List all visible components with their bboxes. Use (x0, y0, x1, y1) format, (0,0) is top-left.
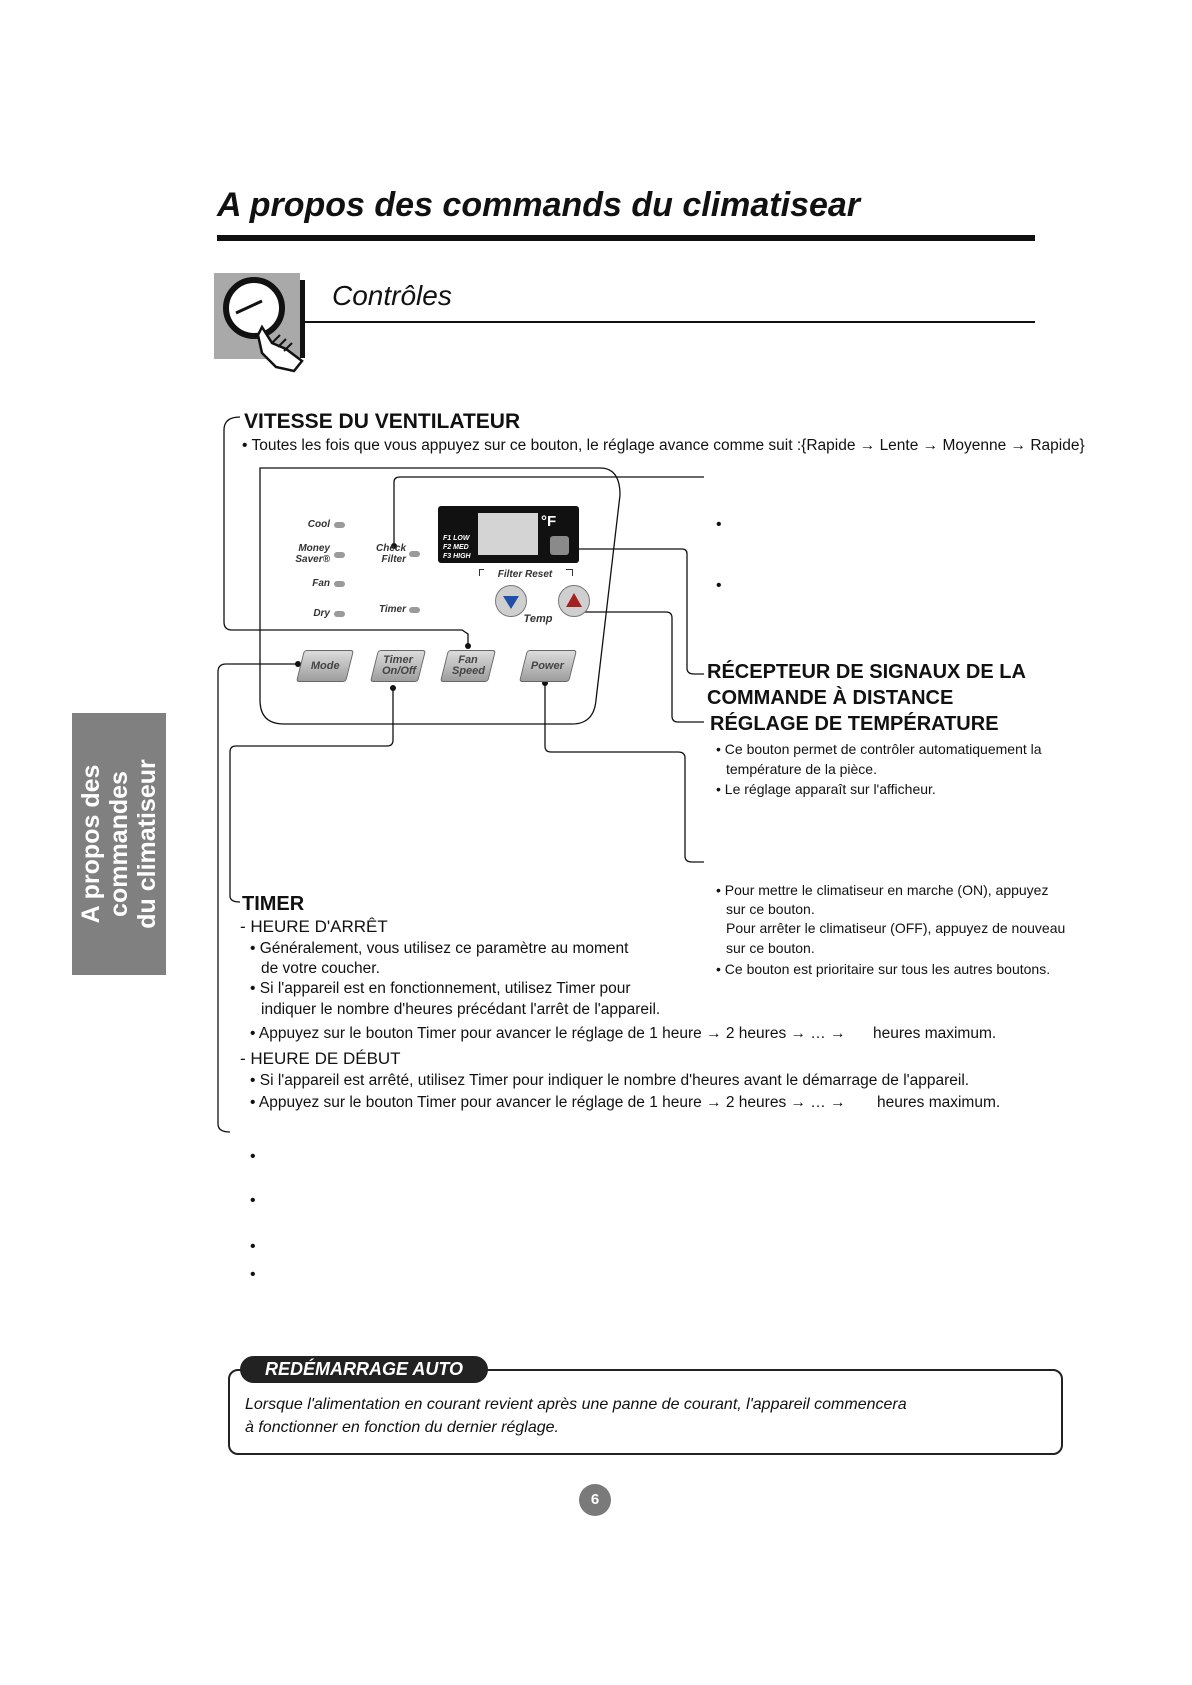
fan-level-med: F2 MED (443, 544, 469, 551)
auto-restart-line-1: Lorsque l'alimentation en courant revient après une panne de courant, l'appareil commencera (245, 1396, 907, 1413)
display-screen (478, 513, 538, 555)
label-check-filter: Check Filter (375, 543, 406, 565)
auto-restart-text (245, 1393, 907, 1439)
mode-bullet-4: • (250, 1266, 256, 1283)
check-filter-bullet-2: • (716, 577, 722, 594)
led-timer (409, 607, 420, 613)
timer-start-line-2: • Appuyez sur le bouton Timer pour avancer le réglage de 1 heure → 2 heures → … → (250, 1094, 846, 1111)
fan-speed-text: • Toutes les fois que vous appuyez sur ce bouton, le réglage avance comme suit :{Rapide → Lente → Moyenne → Rapide} (242, 437, 1085, 454)
power-button[interactable] (519, 650, 577, 682)
mode-bullet-2: • (250, 1192, 256, 1209)
timer-stop-line-3: • Si l'appareil est en fonctionnement, utilisez Timer pour (250, 980, 631, 997)
timer-on-off-button[interactable] (370, 650, 426, 682)
page-title: A propos des commands du climatisear (217, 186, 861, 224)
remote-heading-line1: RÉCEPTEUR DE SIGNAUX DE LA (707, 661, 1026, 683)
led-fan (334, 581, 345, 587)
mode-bullet-3: • (250, 1238, 256, 1255)
side-tab-line2: du climatiseur (133, 759, 161, 929)
display-panel (438, 506, 579, 563)
temperature-heading: RÉGLAGE DE TEMPÉRATURE (710, 713, 999, 735)
label-temp: Temp (523, 613, 553, 625)
temp-up-button[interactable] (558, 585, 590, 617)
section-title: Contrôles (332, 280, 452, 311)
display-unit: °F (541, 513, 557, 530)
timer-stop-line-2: de votre coucher. (261, 960, 380, 977)
auto-restart-label: REDÉMARRAGE AUTO (240, 1356, 488, 1383)
mode-button-label: Mode (310, 659, 340, 672)
power-button-label: Power (531, 659, 565, 672)
power-line-2: sur ce bouton. (726, 901, 815, 917)
power-line-4: sur ce bouton. (726, 940, 815, 956)
timer-stop-heading: - HEURE D'ARRÊT (240, 917, 388, 936)
temperature-line-3: • Le réglage apparaît sur l'afficheur. (716, 781, 936, 797)
power-line-3: Pour arrêter le climatiseur (OFF), appuyez de nouveau (726, 920, 1066, 936)
temperature-line-2: température de la pièce. (726, 761, 877, 777)
label-timer-indicator: Timer (378, 604, 406, 615)
check-filter-bullet-1: • (716, 516, 722, 533)
label-filter-reset: Filter Reset (484, 569, 566, 580)
temp-down-button[interactable] (495, 585, 527, 617)
remote-heading-line2: COMMANDE À DISTANCE (707, 687, 954, 709)
label-dry: Dry (313, 608, 330, 619)
side-tab-line1: A propos des commandes (77, 764, 133, 924)
led-cool (334, 522, 345, 528)
label-fan: Fan (312, 578, 330, 589)
mode-bullet-1: • (250, 1148, 256, 1165)
auto-restart-line-2: à fonctionner en fonction du dernier réglage. (245, 1419, 559, 1436)
label-cool: Cool (307, 519, 330, 530)
temperature-line-1: • Ce bouton permet de contrôler automatiquement la (716, 741, 1042, 757)
timer-stop-line-6: heures maximum. (873, 1025, 997, 1042)
timer-heading: TIMER (242, 893, 305, 915)
led-money-saver (334, 552, 345, 558)
remote-receiver-window (550, 536, 569, 555)
fan-level-high: F3 HIGH (443, 553, 471, 560)
timer-stop-line-1: • Généralement, vous utilisez ce paramètre au moment (250, 940, 629, 957)
label-money-saver: Money Saver® (295, 543, 330, 565)
fan-speed-button[interactable] (440, 650, 496, 682)
timer-start-heading: - HEURE DE DÉBUT (240, 1049, 401, 1068)
arrow-down-icon (496, 586, 526, 616)
fan-level-low: F1 LOW (443, 535, 470, 542)
timer-start-line-1: • Si l'appareil est arrêté, utilisez Timer pour indiquer le nombre d'heures avant le démarrage de l'appareil. (250, 1072, 970, 1089)
timer-stop-line-5: • Appuyez sur le bouton Timer pour avancer le réglage de 1 heure → 2 heures → … → (250, 1025, 846, 1042)
power-line-1: • Pour mettre le climatiseur en marche (ON), appuyez (716, 882, 1049, 898)
page-number: 6 (579, 1484, 611, 1516)
fan-speed-heading: VITESSE DU VENTILATEUR (244, 410, 521, 433)
timer-button-label: Timer On/Off (382, 654, 417, 677)
power-line-5: • Ce bouton est prioritaire sur tous les autres boutons. (716, 961, 1051, 977)
led-dry (334, 611, 345, 617)
arrow-up-icon (559, 586, 589, 616)
mode-button[interactable] (296, 650, 354, 682)
timer-start-line-3: heures maximum. (877, 1094, 1001, 1111)
timer-stop-line-4: indiquer le nombre d'heures précédant l'arrêt de l'appareil. (261, 1001, 661, 1018)
led-check-filter (409, 551, 420, 557)
fan-speed-button-label: Fan Speed (452, 654, 486, 677)
